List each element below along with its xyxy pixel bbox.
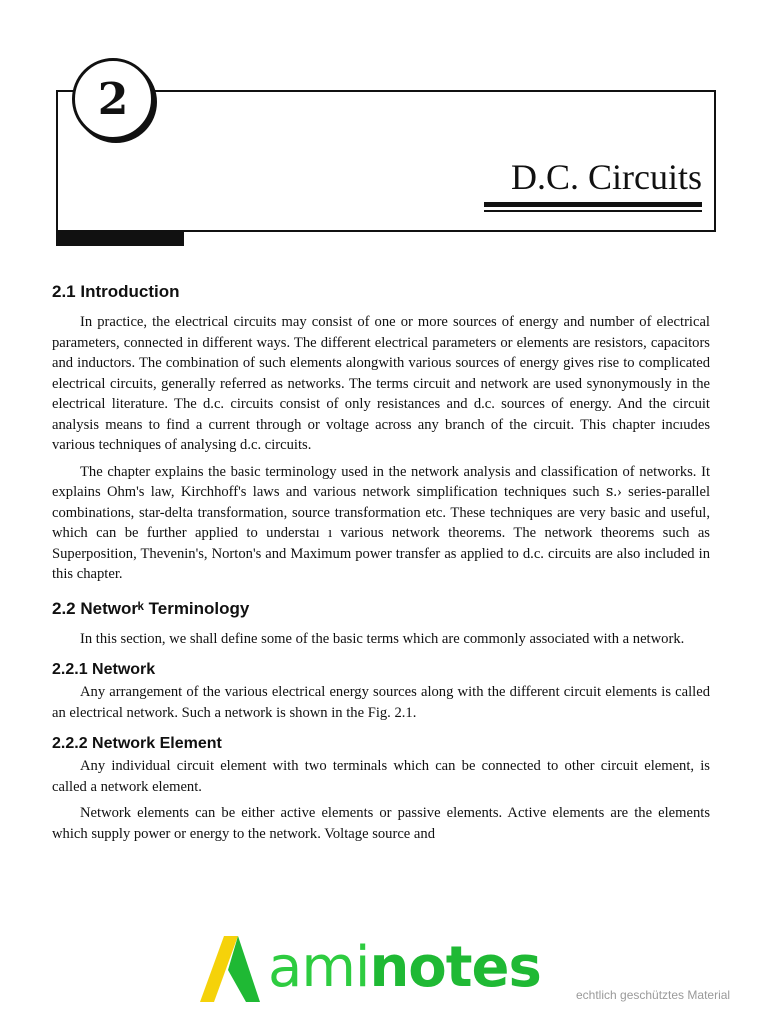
intro-paragraph-2: The chapter explains the basic terminology used in the network analysis and classification of networks. It explains Ohm's law, Kirchhoff's laws and various network simplification techniques such ꜱ.› series-parallel combinations, star-delta transformation, source transformation etc. These techniques are very basic and useful, which can be further applied to understaı ı various network theorems. The network theorems such as Superposition, Thevenin's, Norton's and Maximum power transfer as applied to d.c. circuits are also included in this chapter.	[52, 463, 710, 582]
terminology-paragraph: In this section, we shall define some of the basic terms which are commonly associated with a network.	[80, 630, 685, 647]
title-underline-thin	[484, 210, 702, 212]
section-heading-2-2-2: 2.2.2 Network Element	[52, 735, 222, 752]
page-body	[52, 282, 710, 850]
section-heading-2-2: 2.2 Networᵏ Terminology	[52, 598, 250, 618]
chapter-number: 2	[97, 73, 129, 125]
aminotes-logo-mark-icon	[198, 932, 262, 1004]
section-heading-2-2-1: 2.2.1 Network	[52, 661, 156, 678]
section-heading-2-1: 2.1 Introduction	[52, 282, 180, 301]
chapter-number-badge	[72, 58, 154, 140]
intro-paragraph-1: In practice, the electrical circuits may consist of one or more sources of energy and number of electrical parameters, connected in different ways. The different electrical parameters or elements are resistors, capacitors and inductors. The combination of such elements alongwith various sources of energy gives rise to complicated electrical circuits, generally referred as networks. The terms circuit and network are used synonymously in the electrical literature. The d.c. circuits consist of only resistances and d.c. sources of energy. And the circuit analysis means to find a current through or voltage across any branch of the circuit. This chapter incıudes various techniques of analysing d.c. circuits.	[52, 314, 710, 453]
network-paragraph: Any arrangement of the various electrical energy sources along with the different circuit elements is called an electrical network. Such a network is shown in the Fig. 2.1.	[52, 684, 710, 721]
logo-text-light: ami	[268, 935, 370, 1000]
aminotes-logo-text	[268, 935, 541, 1000]
network-element-paragraph-1: Any individual circuit element with two terminals which can be connected to other circuit element, is called a network element.	[52, 758, 710, 795]
aminotes-logo	[198, 930, 578, 1006]
watermark-text: echtlich geschütztes Material	[576, 988, 731, 1002]
chapter-title: D.C. Circuits	[510, 157, 702, 197]
network-element-paragraph-2: Network elements can be either active elements or passive elements. Active elements are the elements which supply power or energy to the network. Voltage source and	[52, 805, 710, 842]
chapter-header-bar	[56, 232, 184, 246]
title-underline-thick	[484, 202, 702, 207]
logo-text-bold: notes	[369, 935, 541, 1000]
